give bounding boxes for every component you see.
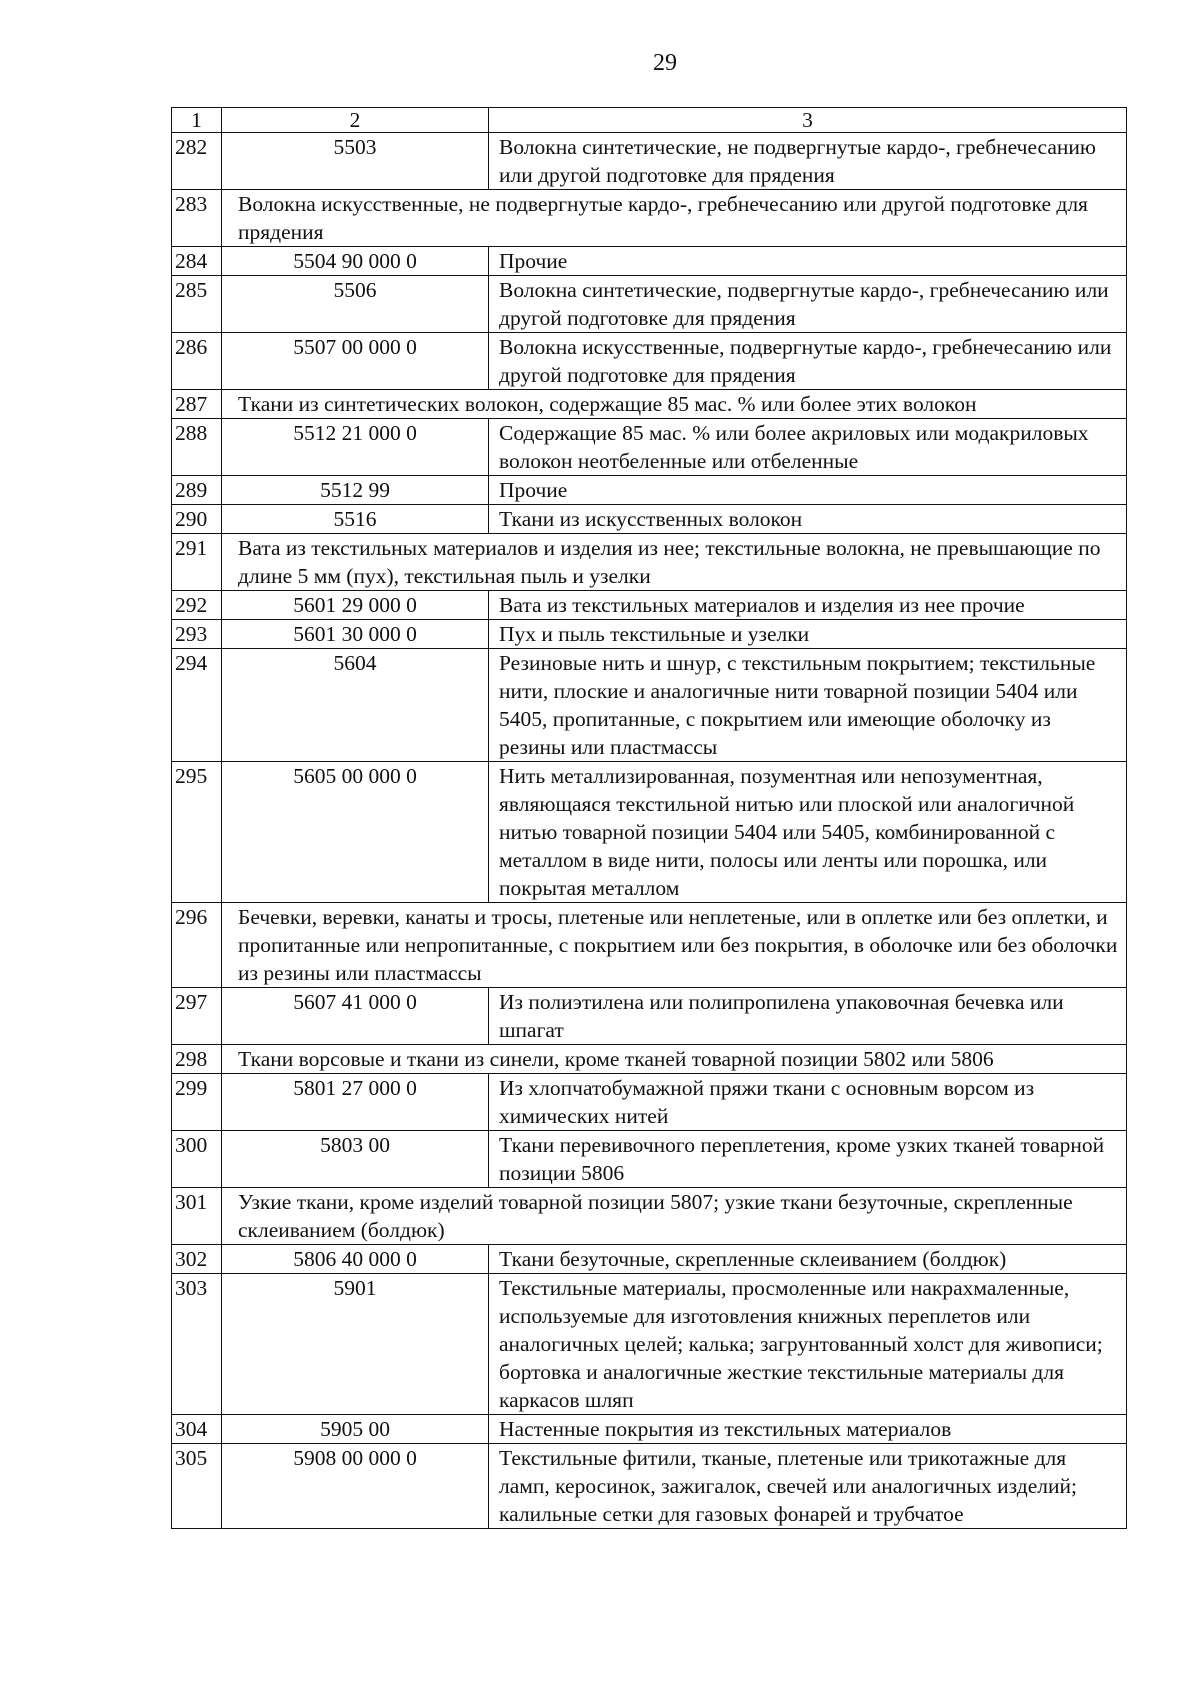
- tnved-code: 5507 00 000 0: [222, 333, 489, 390]
- group-heading: Бечевки, веревки, канаты и тросы, плетеные или неплетеные, или в оплетке или без оплетки, и пропитанные или непропитанные, с покрытием или без покрытия, в оболочке или без оболочки из резины или пластмассы: [222, 903, 1127, 988]
- product-description: Волокна синтетические, подвергнутые кардо-, гребнечесанию или другой подготовке для прядения: [489, 276, 1127, 333]
- product-description: Прочие: [489, 476, 1127, 505]
- table-row: [172, 333, 1127, 390]
- table-row: [172, 1131, 1127, 1188]
- header-cell-3: 3: [489, 108, 1127, 133]
- tnved-code: 5503: [222, 133, 489, 190]
- tnved-code: 5803 00: [222, 1131, 489, 1188]
- header-cell-1: 1: [172, 108, 222, 133]
- table-row: [172, 1074, 1127, 1131]
- tnved-code: 5512 99: [222, 476, 489, 505]
- row-number: 298: [172, 1045, 222, 1074]
- table-header-row: [172, 108, 1127, 133]
- group-heading: Волокна искусственные, не подвергнутые кардо-, гребнечесанию или другой подготовке для прядения: [222, 190, 1127, 247]
- row-number: 282: [172, 133, 222, 190]
- product-description: Текстильные материалы, просмоленные или накрахмаленные, используемые для изготовления книжных переплетов или аналогичных целей; калька; загрунтованный холст для живописи; бортовка и аналогичные жесткие текстильные материалы для каркасов шляп: [489, 1274, 1127, 1415]
- table-row: [172, 1245, 1127, 1274]
- table-row: [172, 390, 1127, 419]
- table-row: [172, 190, 1127, 247]
- table-row: [172, 1045, 1127, 1074]
- table-row: [172, 1444, 1127, 1529]
- product-description: Ткани безуточные, скрепленные склеиванием (болдюк): [489, 1245, 1127, 1274]
- tnved-code: 5512 21 000 0: [222, 419, 489, 476]
- page-number: 29: [653, 50, 677, 76]
- group-heading: Ткани ворсовые и ткани из синели, кроме тканей товарной позиции 5802 или 5806: [222, 1045, 1127, 1074]
- row-number: 293: [172, 620, 222, 649]
- row-number: 295: [172, 762, 222, 903]
- product-description: Волокна искусственные, подвергнутые кардо-, гребнечесанию или другой подготовке для прядения: [489, 333, 1127, 390]
- table-row: [172, 133, 1127, 190]
- tnved-code: 5601 30 000 0: [222, 620, 489, 649]
- product-description: Вата из текстильных материалов и изделия из нее прочие: [489, 591, 1127, 620]
- table-row: [172, 247, 1127, 276]
- row-number: 289: [172, 476, 222, 505]
- product-description: Волокна синтетические, не подвергнутые кардо-, гребнечесанию или другой подготовке для прядения: [489, 133, 1127, 190]
- tnved-code: 5605 00 000 0: [222, 762, 489, 903]
- product-description: Ткани перевивочного переплетения, кроме узких тканей товарной позиции 5806: [489, 1131, 1127, 1188]
- table-row: [172, 988, 1127, 1045]
- table-row: [172, 649, 1127, 762]
- row-number: 286: [172, 333, 222, 390]
- header-cell-2: 2: [222, 108, 489, 133]
- tnved-code: 5801 27 000 0: [222, 1074, 489, 1131]
- row-number: 284: [172, 247, 222, 276]
- table-row: [172, 591, 1127, 620]
- row-number: 303: [172, 1274, 222, 1415]
- row-number: 294: [172, 649, 222, 762]
- product-description: Резиновые нить и шнур, с текстильным покрытием; текстильные нити, плоские и аналогичные нити товарной позиции 5404 или 5405, пропитанные, с покрытием или имеющие оболочку из резины или пластмассы: [489, 649, 1127, 762]
- product-description: Пух и пыль текстильные и узелки: [489, 620, 1127, 649]
- row-number: 285: [172, 276, 222, 333]
- table-row: [172, 620, 1127, 649]
- product-description: Ткани из искусственных волокон: [489, 505, 1127, 534]
- table-row: [172, 903, 1127, 988]
- table-row: [172, 276, 1127, 333]
- row-number: 299: [172, 1074, 222, 1131]
- row-number: 300: [172, 1131, 222, 1188]
- table-row: [172, 476, 1127, 505]
- row-number: 288: [172, 419, 222, 476]
- tnved-code: 5506: [222, 276, 489, 333]
- product-description: Содержащие 85 мас. % или более акриловых или модакриловых волокон неотбеленные или отбеленные: [489, 419, 1127, 476]
- row-number: 297: [172, 988, 222, 1045]
- product-description: Из полиэтилена или полипропилена упаковочная бечевка или шпагат: [489, 988, 1127, 1045]
- row-number: 296: [172, 903, 222, 988]
- tnved-code: 5901: [222, 1274, 489, 1415]
- product-description: Нить металлизированная, позументная или непозументная, являющаяся текстильной нитью или плоской или аналогичной нитью товарной позиции 5404 или 5405, комбинированной с металлом в виде нити, полосы или ленты или порошка, или покрытая металлом: [489, 762, 1127, 903]
- table-row: [172, 762, 1127, 903]
- row-number: 304: [172, 1415, 222, 1444]
- table-row: [172, 1274, 1127, 1415]
- tnved-code: 5604: [222, 649, 489, 762]
- row-number: 301: [172, 1188, 222, 1245]
- tnved-code: 5516: [222, 505, 489, 534]
- tnved-code: 5908 00 000 0: [222, 1444, 489, 1529]
- table-row: [172, 505, 1127, 534]
- product-description: Прочие: [489, 247, 1127, 276]
- tnved-code: 5601 29 000 0: [222, 591, 489, 620]
- group-heading: Ткани из синтетических волокон, содержащие 85 мас. % или более этих волокон: [222, 390, 1127, 419]
- row-number: 291: [172, 534, 222, 591]
- tnved-code: 5806 40 000 0: [222, 1245, 489, 1274]
- table-row: [172, 534, 1127, 591]
- tnved-code: 5504 90 000 0: [222, 247, 489, 276]
- row-number: 290: [172, 505, 222, 534]
- product-description: Настенные покрытия из текстильных материалов: [489, 1415, 1127, 1444]
- group-heading: Вата из текстильных материалов и изделия из нее; текстильные волокна, не превышающие по длине 5 мм (пух), текстильная пыль и узелки: [222, 534, 1127, 591]
- table-row: [172, 419, 1127, 476]
- row-number: 283: [172, 190, 222, 247]
- table-row: [172, 1188, 1127, 1245]
- tnved-code: 5607 41 000 0: [222, 988, 489, 1045]
- row-number: 302: [172, 1245, 222, 1274]
- product-description: Из хлопчатобумажной пряжи ткани с основным ворсом из химических нитей: [489, 1074, 1127, 1131]
- tariff-table: [171, 107, 1127, 1529]
- row-number: 305: [172, 1444, 222, 1529]
- row-number: 292: [172, 591, 222, 620]
- product-description: Текстильные фитили, тканые, плетеные или трикотажные для ламп, керосинок, зажигалок, свечей или аналогичных изделий; калильные сетки для газовых фонарей и трубчатое: [489, 1444, 1127, 1529]
- table-row: [172, 1415, 1127, 1444]
- group-heading: Узкие ткани, кроме изделий товарной позиции 5807; узкие ткани безуточные, скрепленные склеиванием (болдюк): [222, 1188, 1127, 1245]
- row-number: 287: [172, 390, 222, 419]
- tnved-code: 5905 00: [222, 1415, 489, 1444]
